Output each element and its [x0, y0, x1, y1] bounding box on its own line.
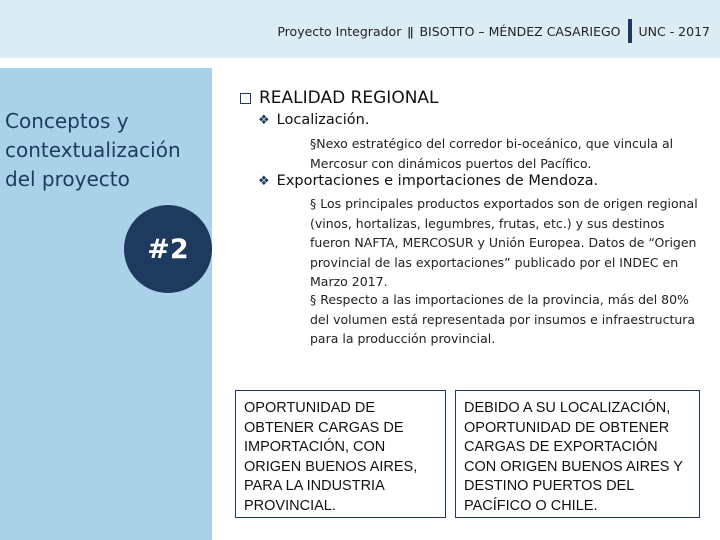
section-title-text: REALIDAD REGIONAL	[259, 88, 439, 108]
diamond-bullet-icon: ❖	[258, 112, 270, 128]
paragraph-localizacion: §Nexo estratégico del corredor bi-oceánico, que vincula al Mercosur con dinámicos puertos del Pacífico.	[310, 136, 674, 171]
section-title	[240, 88, 439, 108]
bullet-exportaciones	[258, 173, 598, 189]
diamond-bullet-icon: ❖	[258, 173, 270, 189]
header-bar	[0, 0, 720, 58]
paragraph-exportaciones: § Los principales productos exportados son de origen regional (vinos, hortalizas, legumbres, frutas, etc.) y sus destinos fueron NAFTA, MERCOSUR y Unión Europea. Datos de “Origen provincial de las exportaciones” publicado por el INDEC en Marzo 2017.	[310, 196, 698, 289]
header-text	[277, 19, 710, 43]
sidebar-title: Conceptos y contextualización del proyecto	[5, 109, 181, 191]
header-authors: BISOTTO – MÉNDEZ CASARIEGO	[419, 23, 621, 39]
paragraph-importaciones: § Respecto a las importaciones de la provincia, más del 80% del volumen está representada por insumos e infraestructura para la producción provincial.	[310, 292, 696, 346]
square-bullet-icon	[240, 93, 251, 104]
header-divider	[628, 19, 632, 43]
box-exportacion: DEBIDO A SU LOCALIZACIÓN, OPORTUNIDAD DE OBTENER CARGAS DE EXPORTACIÓN CON ORIGEN BUENOS AIRES Y DESTINO PUERTOS DEL PACÍFICO O CHILE.	[455, 390, 700, 518]
box-importacion: OPORTUNIDAD DE OBTENER CARGAS DE IMPORTACIÓN, CON ORIGEN BUENOS AIRES, PARA LA INDUSTRIA PROVINCIAL.	[235, 390, 446, 518]
header-divider-thin: ǁ	[407, 23, 414, 39]
bullet-heading: Localización.	[276, 112, 370, 128]
bullet-localizacion	[258, 112, 369, 128]
section-number-badge: #2	[124, 205, 212, 293]
header-university: UNC - 2017	[638, 23, 710, 39]
header-project-label: Proyecto Integrador	[277, 23, 402, 39]
bullet-heading: Exportaciones e importaciones de Mendoza.	[276, 173, 599, 189]
